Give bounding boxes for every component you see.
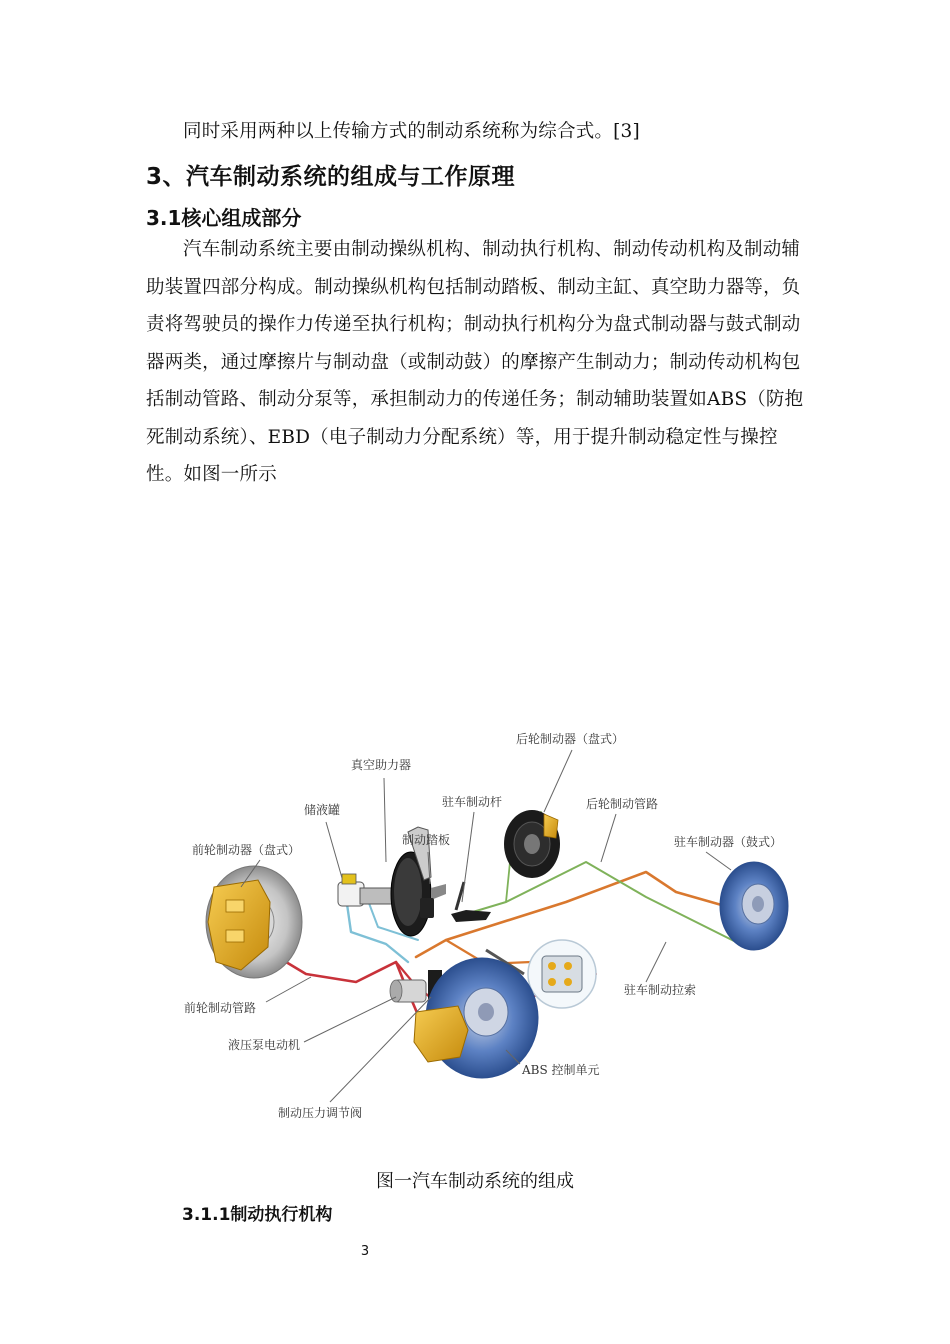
label-rear-brake-line: 后轮制动管路: [586, 797, 659, 811]
rear-drum-brake: [720, 862, 788, 950]
front-right-caliper: [414, 1006, 468, 1062]
body-paragraph: 汽车制动系统主要由制动操纵机构、制动执行机构、制动传动机构及制动辅助装置四部分构成。制动操纵机构包括制动踏板、制动主缸、真空助力器等，负责将驾驶员的操作力传递至执行机构；制动执行机构分为盘式制动器与鼓式制动器两类，通过摩擦片与制动盘（或制动鼓）的摩擦产生制动力；制动传动机构包括制动管路、制动分泵等，承担制动力的传递任务；制动辅助装置如ABS（防抱死制动系统）、EBD（电子制动力分配系统）等，用于提升制动稳定性与操控性。如图一所示: [146, 239, 804, 485]
parking-lever-assembly: [451, 882, 491, 922]
leader-pump-motor: [304, 997, 396, 1042]
label-brake-pedal: 制动踏板: [402, 833, 451, 847]
label-parking-cable: 驻车制动拉索: [624, 983, 697, 997]
label-abs-unit: ABS 控制单元: [522, 1063, 600, 1077]
leader-vacuum-booster: [384, 778, 386, 862]
section-title: 3、汽车制动系统的组成与工作原理: [146, 164, 516, 190]
page-number: 3: [360, 1244, 370, 1259]
parking-cable: [456, 862, 746, 947]
subsection-title: 3.1核心组成部分: [146, 206, 302, 230]
leader-pressure-valve: [330, 997, 431, 1102]
label-vacuum-booster: 真空助力器: [351, 758, 412, 772]
label-pump-motor: 液压泵电动机: [228, 1038, 301, 1052]
leader-parking-drum: [706, 852, 731, 870]
label-reservoir: 储液罐: [304, 803, 341, 817]
brake-system-diagram: [146, 712, 804, 1140]
subsubsection-title: 3.1.1制动执行机构: [182, 1205, 333, 1225]
label-parking-lever: 驻车制动杆: [442, 795, 503, 809]
label-pressure-valve: 制动压力调节阀: [278, 1106, 363, 1120]
label-rear-brake-disc: 后轮制动器（盘式）: [516, 732, 625, 746]
label-front-brake-disc: 前轮制动器（盘式）: [192, 843, 301, 857]
brake-system-figure: [146, 712, 804, 1140]
leader-rear-disc: [544, 750, 572, 812]
label-front-brake-line: 前轮制动管路: [184, 1001, 257, 1015]
leader-front-line: [266, 977, 311, 1002]
front-brake-assembly: [206, 866, 302, 978]
leader-rear-line: [601, 814, 616, 862]
leader-reservoir: [326, 822, 342, 878]
rear-disc-brake: [504, 810, 560, 878]
intro-line: 同时采用两种以上传输方式的制动系统称为综合式。[3]: [183, 121, 640, 142]
label-parking-brake-drum: 驻车制动器（鼓式）: [674, 835, 783, 849]
leader-parking-lever: [462, 812, 474, 902]
figure-caption: 图一汽车制动系统的组成: [376, 1171, 574, 1192]
leader-parking-cable: [646, 942, 666, 982]
